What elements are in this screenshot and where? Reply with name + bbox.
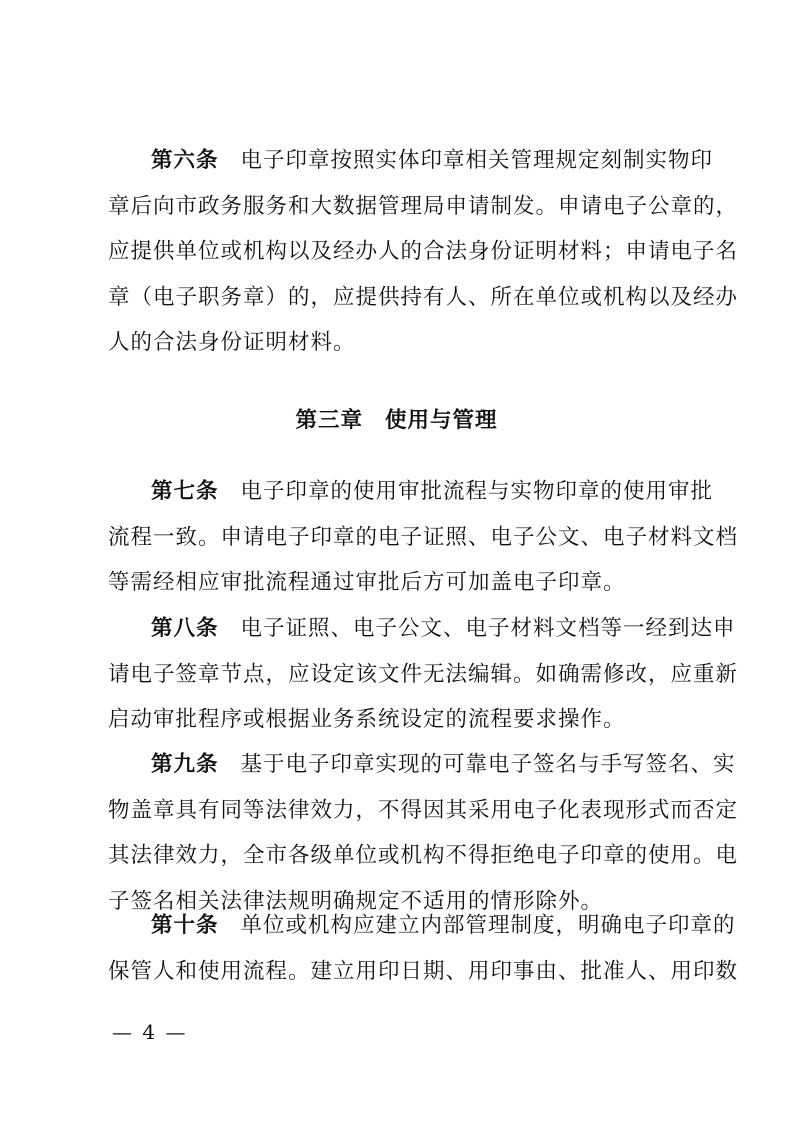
chapter-title: 使用与管理 (385, 408, 498, 433)
article-line: 子签名相关法律法规明确规定不适用的情形除外。 (108, 888, 604, 914)
article-7 (108, 469, 739, 606)
article-9 (108, 742, 739, 924)
article-line (108, 742, 736, 788)
article-text: 单位或机构应建立内部管理制度，明确电子印章的 (240, 913, 736, 938)
article-8 (108, 606, 739, 743)
article-line (108, 138, 714, 184)
article-line: 流程一致。申请电子印章的电子证照、电子公文、电子材料文档 (108, 524, 739, 550)
article-line: 其法律效力，全市各级单位或机构不得拒绝电子印章的使用。电 (108, 843, 739, 868)
article-line: 物盖章具有同等法律效力，不得因其采用电子化表现形式而否定 (108, 797, 739, 823)
article-text: 电子印章按照实体印章相关管理规定刻制实物印 (240, 148, 714, 173)
article-line: 应提供单位或机构以及经办人的合法身份证明材料；申请电子名 (108, 239, 739, 264)
article-line: 人的合法身份证明材料。 (108, 330, 356, 355)
article-line (108, 469, 714, 515)
article-line: 请电子签章节点，应设定该文件无法编辑。如确需修改，应重新 (108, 661, 739, 687)
article-line: 等需经相应审批流程通过审批后方可加盖电子印章。 (108, 570, 626, 595)
page-number: — 4 — (112, 1020, 188, 1044)
article-line (108, 606, 736, 652)
article-6 (108, 138, 739, 366)
chapter-heading (0, 403, 793, 434)
article-10 (108, 903, 739, 994)
article-text: 基于电子印章实现的可靠电子签名与手写签名、实 (240, 752, 736, 777)
article-title: 第八条 (151, 616, 219, 641)
article-title: 第十条 (151, 913, 219, 938)
article-line: 章（电子职务章）的，应提供持有人、所在单位或机构以及经办 (108, 284, 739, 310)
article-title: 第九条 (151, 752, 219, 777)
article-line: 启动审批程序或根据业务系统设定的流程要求操作。 (108, 707, 626, 732)
chapter-number: 第三章 (295, 408, 363, 433)
article-line: 章后向市政务服务和大数据管理局申请制发。申请电子公章的， (108, 193, 739, 219)
article-text: 电子印章的使用审批流程与实物印章的使用审批 (240, 479, 714, 504)
article-line (108, 903, 736, 949)
article-line: 保管人和使用流程。建立用印日期、用印事由、批准人、用印数 (108, 958, 739, 984)
article-text: 电子证照、电子公文、电子材料文档等一经到达申 (240, 616, 736, 641)
article-title: 第七条 (151, 479, 219, 504)
article-title: 第六条 (151, 148, 219, 173)
